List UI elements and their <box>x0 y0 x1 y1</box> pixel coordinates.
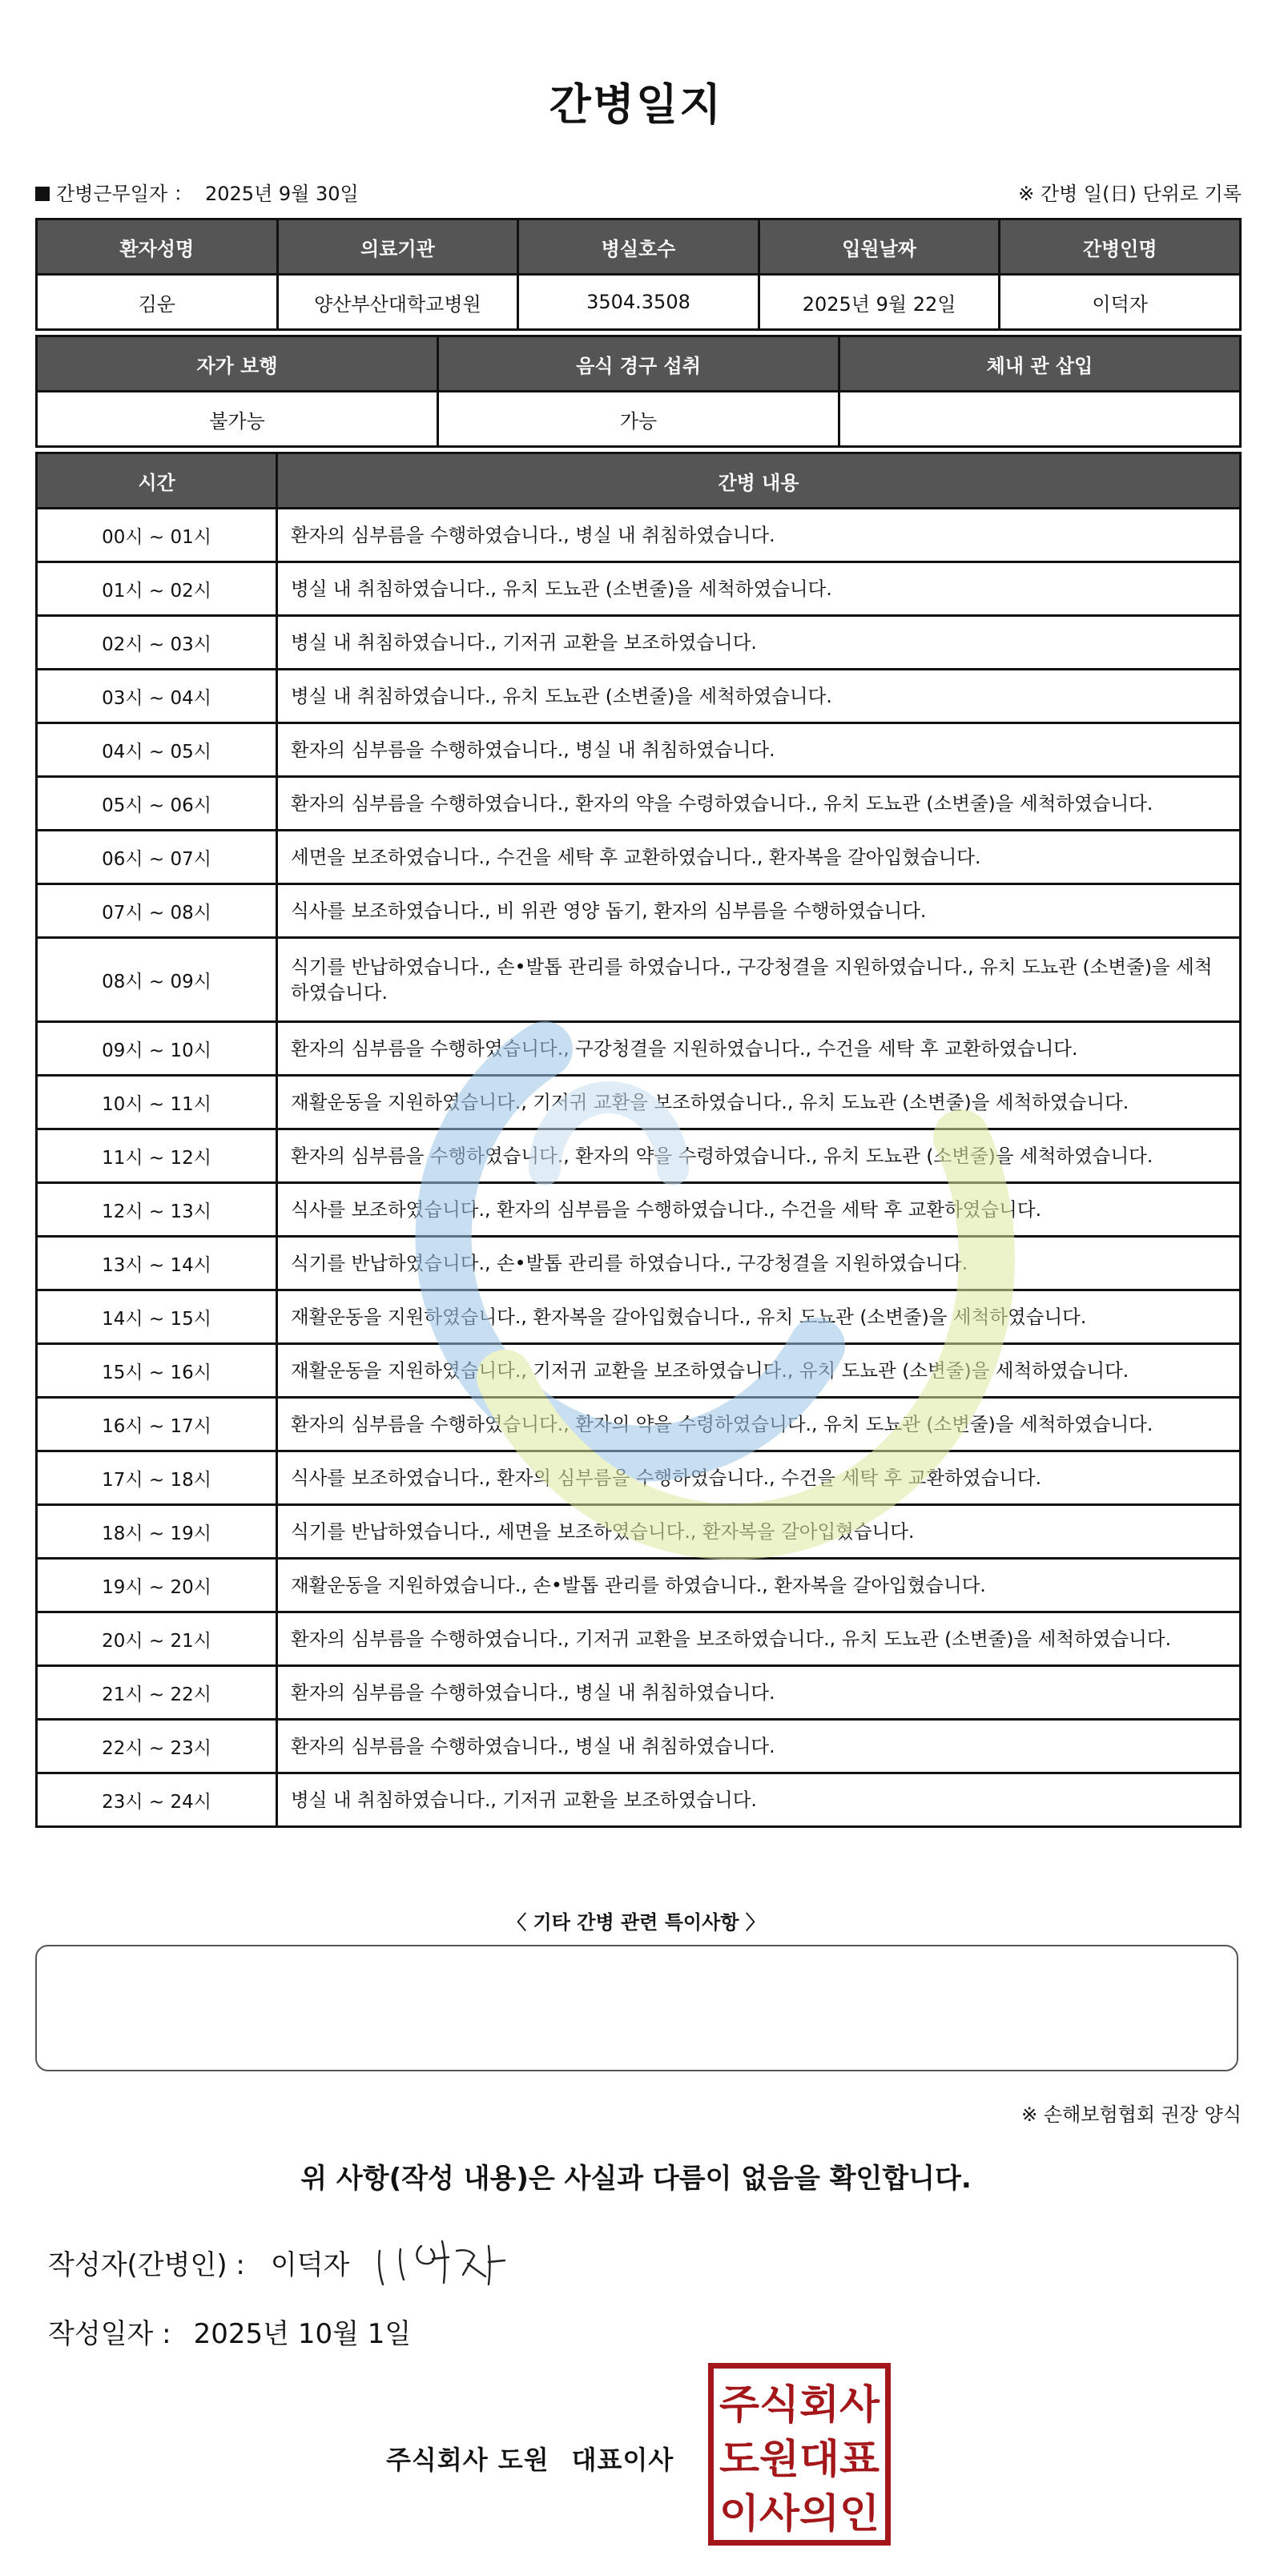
care-content: 식기를 반납하였습니다., 손•발톱 관리를 하였습니다., 구강청결을 지원하였습니다., 유치 도뇨관 (소변줄)을 세척하였습니다. <box>277 938 1241 1022</box>
care-content: 식사를 보조하였습니다., 비 위관 영양 돕기, 환자의 심부름을 수행하였습니다. <box>277 884 1241 938</box>
hospital: 양산부산대학교병원 <box>277 275 518 330</box>
care-content: 환자의 심부름을 수행하였습니다., 환자의 약을 수령하였습니다., 유치 도뇨관 (소변줄)을 세척하였습니다. <box>277 777 1241 831</box>
header-hospital: 의료기관 <box>277 219 518 275</box>
header-caregiver-name: 간병인명 <box>1000 219 1241 275</box>
table-row <box>37 670 1241 723</box>
standard-form-note: ※ 손해보험협회 권장 양식 <box>1021 2103 1242 2126</box>
time-slot: 16시 ~ 17시 <box>37 1398 277 1451</box>
table-row <box>37 1344 1241 1398</box>
care-content: 세면을 보조하였습니다., 수건을 세탁 후 교환하였습니다., 환자복을 갈아입혔습니다. <box>277 831 1241 884</box>
care-content: 환자의 심부름을 수행하였습니다., 환자의 약을 수령하였습니다., 유치 도뇨관 (소변줄)을 세척하였습니다. <box>277 1398 1241 1451</box>
time-slot: 09시 ~ 10시 <box>37 1022 277 1076</box>
table-row <box>37 562 1241 616</box>
time-slot: 19시 ~ 20시 <box>37 1559 277 1612</box>
handwritten-signature <box>368 2227 529 2299</box>
care-content: 재활운동을 지원하였습니다., 환자복을 갈아입혔습니다., 유치 도뇨관 (소변줄)을 세척하였습니다. <box>277 1290 1241 1344</box>
table-row <box>37 1612 1241 1666</box>
writer-label: 작성자(간병인) : <box>48 2249 245 2281</box>
confirmation-statement: 위 사항(작성 내용)은 사실과 다름이 없음을 확인합니다. <box>300 2163 972 2195</box>
time-slot: 06시 ~ 07시 <box>37 831 277 884</box>
company-line <box>386 2440 674 2477</box>
seal-line-2: 도원대표 <box>719 2436 880 2482</box>
time-slot: 07시 ~ 08시 <box>37 884 277 938</box>
special-notes-heading: 〈 기타 간병 관련 특이사항 〉 <box>507 1911 765 1934</box>
header-self-walking: 자가 보행 <box>37 336 438 392</box>
unit-note: ※ 간병 일(日) 단위로 기록 <box>1018 183 1242 205</box>
work-date-line <box>35 178 359 206</box>
header-care-content: 간병 내용 <box>277 453 1241 509</box>
work-date-value: 2025년 9월 30일 <box>205 183 359 205</box>
time-slot: 13시 ~ 14시 <box>37 1237 277 1290</box>
written-date-value: 2025년 10월 1일 <box>193 2318 412 2350</box>
writer-name: 이덕자 <box>270 2249 350 2281</box>
table-row <box>37 1559 1241 1612</box>
written-date-line <box>48 2312 411 2351</box>
work-date-label: 간병근무일자 ： <box>56 183 193 205</box>
time-slot: 05시 ~ 06시 <box>37 777 277 831</box>
time-slot: 08시 ~ 09시 <box>37 938 277 1022</box>
header-admission-date: 입원날짜 <box>759 219 1000 275</box>
care-content: 재활운동을 지원하였습니다., 기저귀 교환을 보조하였습니다., 유치 도뇨관 (소변줄)을 세척하였습니다. <box>277 1344 1241 1398</box>
care-content: 재활운동을 지원하였습니다., 기저귀 교환을 보조하였습니다., 유치 도뇨관 (소변줄)을 세척하였습니다. <box>277 1076 1241 1129</box>
care-content: 환자의 심부름을 수행하였습니다., 병실 내 취침하였습니다. <box>277 723 1241 777</box>
table-row <box>37 1720 1241 1773</box>
table-row <box>37 1773 1241 1827</box>
tube-insertion <box>839 392 1241 447</box>
time-slot: 18시 ~ 19시 <box>37 1505 277 1559</box>
time-slot: 00시 ~ 01시 <box>37 509 277 562</box>
table-row <box>37 616 1241 670</box>
self-walking: 불가능 <box>37 392 438 447</box>
care-content: 환자의 심부름을 수행하였습니다., 구강청결을 지원하였습니다., 수건을 세탁 후 교환하였습니다. <box>277 1022 1241 1076</box>
time-slot: 01시 ~ 02시 <box>37 562 277 616</box>
time-slot: 14시 ~ 15시 <box>37 1290 277 1344</box>
care-content: 식사를 보조하였습니다., 환자의 심부름을 수행하였습니다., 수건을 세탁 후 교환하였습니다. <box>277 1183 1241 1237</box>
room-number: 3504.3508 <box>518 275 759 330</box>
page-title: 간병일지 <box>549 79 723 130</box>
table-row <box>37 938 1241 1022</box>
care-content: 환자의 심부름을 수행하였습니다., 병실 내 취침하였습니다. <box>277 509 1241 562</box>
header-time: 시간 <box>37 453 277 509</box>
time-slot: 11시 ~ 12시 <box>37 1129 277 1183</box>
time-slot: 02시 ~ 03시 <box>37 616 277 670</box>
writer-line <box>48 2243 349 2282</box>
time-slot: 17시 ~ 18시 <box>37 1451 277 1505</box>
time-slot: 21시 ~ 22시 <box>37 1666 277 1720</box>
ceo-title: 대표이사 <box>571 2445 674 2475</box>
care-content: 환자의 심부름을 수행하였습니다., 병실 내 취침하였습니다. <box>277 1720 1241 1773</box>
time-slot: 20시 ~ 21시 <box>37 1612 277 1666</box>
time-slot: 15시 ~ 16시 <box>37 1344 277 1398</box>
hourly-care-log-table <box>35 452 1242 1828</box>
table-row <box>37 1076 1241 1129</box>
care-content: 식기를 반납하였습니다., 세면을 보조하였습니다., 환자복을 갈아입혔습니다. <box>277 1505 1241 1559</box>
header-tube-insertion: 체내 관 삽입 <box>839 336 1241 392</box>
care-content: 환자의 심부름을 수행하였습니다., 기저귀 교환을 보조하였습니다., 유치 도뇨관 (소변줄)을 세척하였습니다. <box>277 1612 1241 1666</box>
table-row <box>37 1451 1241 1505</box>
header-room-number: 병실호수 <box>518 219 759 275</box>
table-row <box>37 1398 1241 1451</box>
patient-status-table <box>35 335 1242 448</box>
table-row <box>37 1505 1241 1559</box>
admission-date: 2025년 9월 22일 <box>759 275 1000 330</box>
time-slot: 12시 ~ 13시 <box>37 1183 277 1237</box>
care-content: 환자의 심부름을 수행하였습니다., 병실 내 취침하였습니다. <box>277 1666 1241 1720</box>
care-content: 재활운동을 지원하였습니다., 손•발톱 관리를 하였습니다., 환자복을 갈아입혔습니다. <box>277 1559 1241 1612</box>
table-row <box>37 831 1241 884</box>
written-date-label: 작성일자 : <box>48 2318 171 2350</box>
table-row <box>37 777 1241 831</box>
seal-line-1: 주식회사 <box>719 2381 880 2428</box>
table-row <box>37 1666 1241 1720</box>
time-slot: 04시 ~ 05시 <box>37 723 277 777</box>
seal-stamp-icon <box>714 2369 885 2540</box>
square-bullet-icon <box>35 187 50 201</box>
care-content: 병실 내 취침하였습니다., 유치 도뇨관 (소변줄)을 세척하였습니다. <box>277 670 1241 723</box>
table-row <box>37 1022 1241 1076</box>
caregiver-name: 이덕자 <box>1000 275 1241 330</box>
patient-info-table <box>35 218 1242 331</box>
time-slot: 23시 ~ 24시 <box>37 1773 277 1827</box>
time-slot: 03시 ~ 04시 <box>37 670 277 723</box>
table-row <box>37 884 1241 938</box>
care-content: 환자의 심부름을 수행하였습니다., 환자의 약을 수령하였습니다., 유치 도뇨관 (소변줄)을 세척하였습니다. <box>277 1129 1241 1183</box>
table-row <box>37 509 1241 562</box>
special-notes-box <box>35 1945 1238 2071</box>
table-row <box>37 1183 1241 1237</box>
table-row <box>37 1237 1241 1290</box>
header-oral-intake: 음식 경구 섭취 <box>438 336 839 392</box>
company-name: 주식회사 도원 <box>386 2445 549 2475</box>
patient-name: 김운 <box>37 275 278 330</box>
table-row <box>37 1290 1241 1344</box>
seal-line-3: 이사의인 <box>719 2490 880 2537</box>
header-patient-name: 환자성명 <box>37 219 278 275</box>
care-content: 식기를 반납하였습니다., 손•발톱 관리를 하였습니다., 구강청결을 지원하였습니다. <box>277 1237 1241 1290</box>
care-content: 병실 내 취침하였습니다., 기저귀 교환을 보조하였습니다. <box>277 616 1241 670</box>
company-seal <box>708 2363 891 2546</box>
care-content: 병실 내 취침하였습니다., 기저귀 교환을 보조하였습니다. <box>277 1773 1241 1827</box>
care-content: 식사를 보조하였습니다., 환자의 심부름을 수행하였습니다., 수건을 세탁 후 교환하였습니다. <box>277 1451 1241 1505</box>
oral-intake: 가능 <box>438 392 839 447</box>
time-slot: 10시 ~ 11시 <box>37 1076 277 1129</box>
time-slot: 22시 ~ 23시 <box>37 1720 277 1773</box>
care-content: 병실 내 취침하였습니다., 유치 도뇨관 (소변줄)을 세척하였습니다. <box>277 562 1241 616</box>
log-body <box>37 509 1241 1827</box>
table-row <box>37 1129 1241 1183</box>
table-row <box>37 723 1241 777</box>
